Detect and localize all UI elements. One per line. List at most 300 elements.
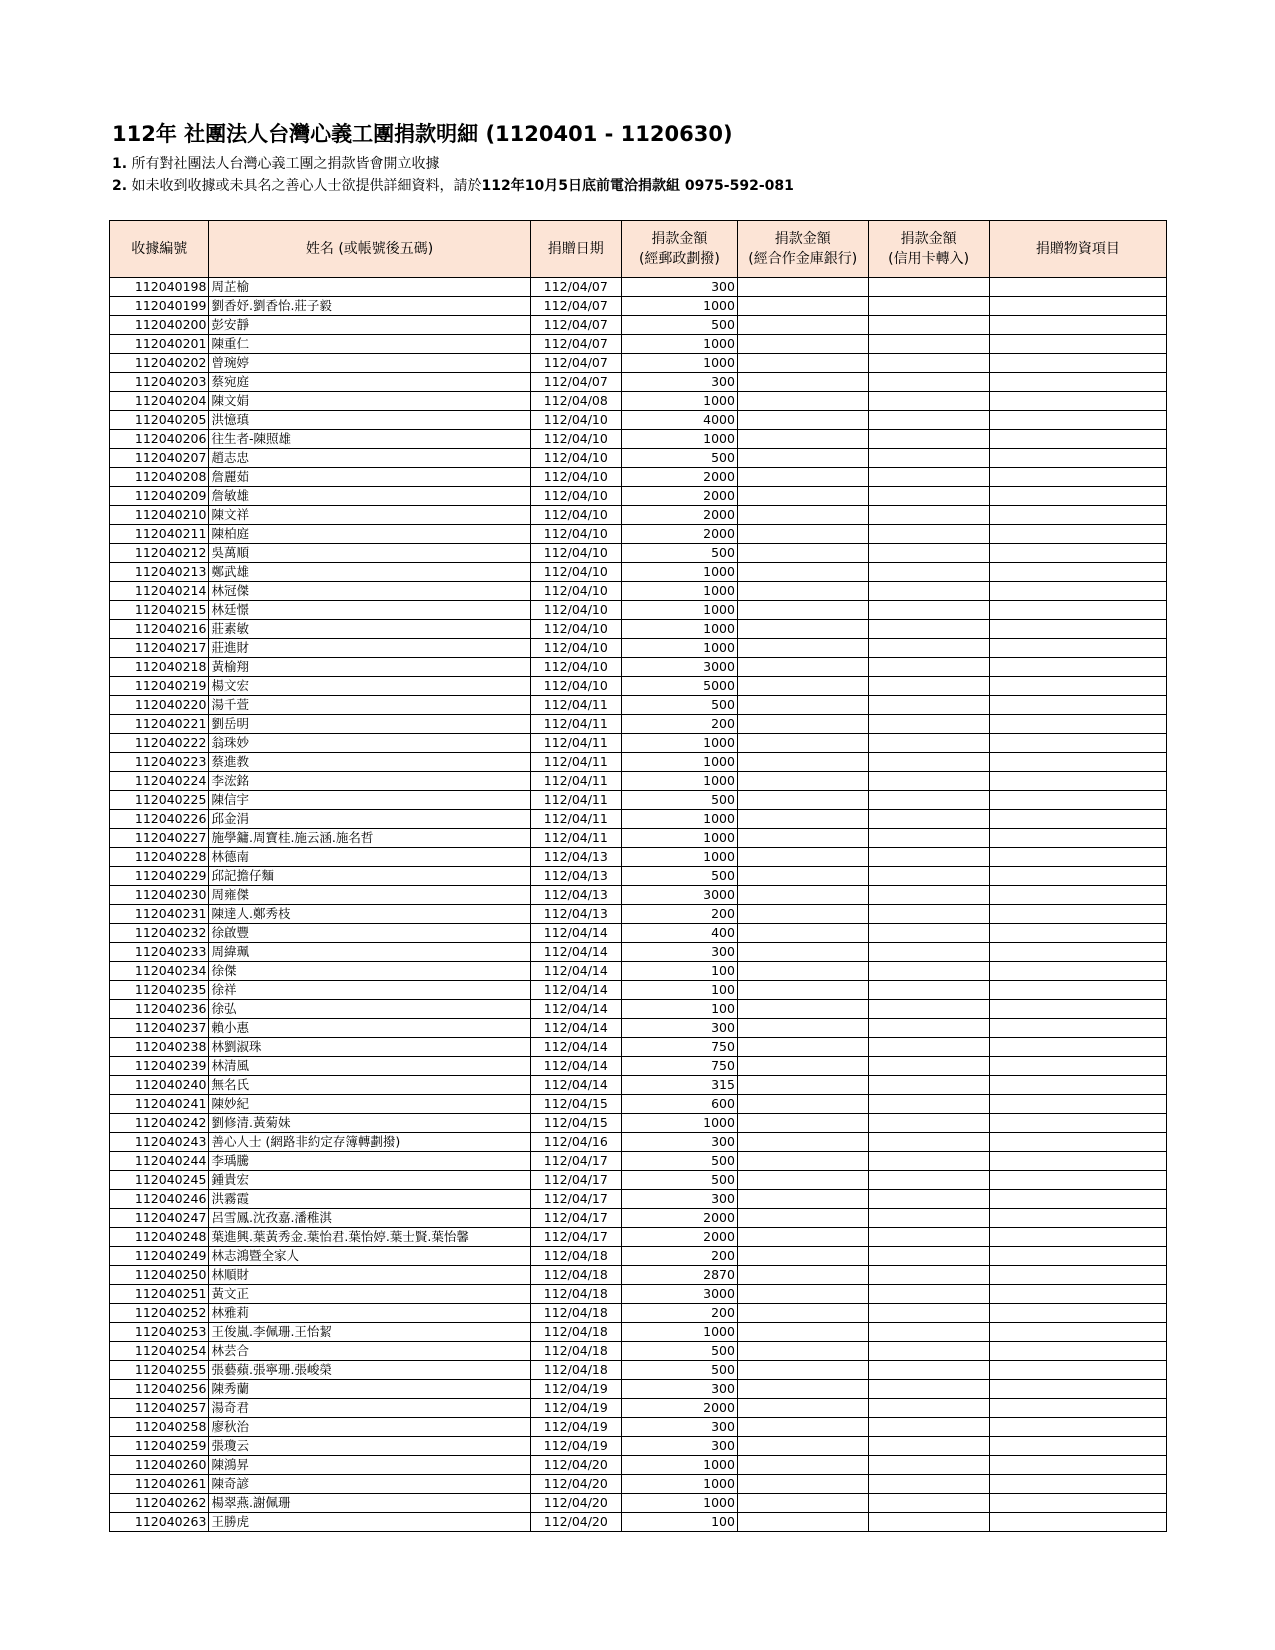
card-amount-cell bbox=[868, 1342, 989, 1361]
bank-amount-cell bbox=[737, 1380, 868, 1399]
card-amount-cell bbox=[868, 943, 989, 962]
goods-cell bbox=[989, 601, 1166, 620]
postal-amount-cell: 200 bbox=[621, 1247, 737, 1266]
card-amount-cell bbox=[868, 373, 989, 392]
donor-name-cell: 林劉淑珠 bbox=[209, 1038, 530, 1057]
goods-cell bbox=[989, 316, 1166, 335]
donation-date-cell: 112/04/20 bbox=[530, 1513, 621, 1532]
donor-name-cell: 周芷榆 bbox=[209, 278, 530, 297]
receipt-no-cell: 112040236 bbox=[110, 1000, 209, 1019]
table-row bbox=[110, 943, 1167, 962]
card-amount-cell bbox=[868, 734, 989, 753]
card-amount-cell bbox=[868, 1494, 989, 1513]
table-row bbox=[110, 734, 1167, 753]
donor-name-cell: 廖秋治 bbox=[209, 1418, 530, 1437]
donor-name-cell: 往生者-陳照雄 bbox=[209, 430, 530, 449]
goods-cell bbox=[989, 544, 1166, 563]
table-row bbox=[110, 639, 1167, 658]
goods-cell bbox=[989, 525, 1166, 544]
bank-amount-cell bbox=[737, 1057, 868, 1076]
card-amount-cell bbox=[868, 506, 989, 525]
goods-cell bbox=[989, 430, 1166, 449]
card-amount-cell bbox=[868, 791, 989, 810]
bank-amount-cell bbox=[737, 1133, 868, 1152]
table-row bbox=[110, 1304, 1167, 1323]
card-amount-cell bbox=[868, 658, 989, 677]
bank-amount-cell bbox=[737, 1399, 868, 1418]
postal-amount-cell: 300 bbox=[621, 943, 737, 962]
bank-amount-cell bbox=[737, 1190, 868, 1209]
receipt-no-cell: 112040252 bbox=[110, 1304, 209, 1323]
card-amount-cell bbox=[868, 1095, 989, 1114]
receipt-no-cell: 112040204 bbox=[110, 392, 209, 411]
donor-name-cell: 蔡宛庭 bbox=[209, 373, 530, 392]
bank-amount-cell bbox=[737, 962, 868, 981]
card-amount-cell bbox=[868, 1190, 989, 1209]
card-amount-cell bbox=[868, 1475, 989, 1494]
goods-cell bbox=[989, 1000, 1166, 1019]
donation-date-cell: 112/04/10 bbox=[530, 639, 621, 658]
donation-date-cell: 112/04/13 bbox=[530, 905, 621, 924]
receipt-no-cell: 112040207 bbox=[110, 449, 209, 468]
goods-cell bbox=[989, 1095, 1166, 1114]
postal-amount-cell: 2000 bbox=[621, 1228, 737, 1247]
card-amount-cell bbox=[868, 772, 989, 791]
goods-cell bbox=[989, 563, 1166, 582]
goods-cell bbox=[989, 1361, 1166, 1380]
postal-amount-cell: 750 bbox=[621, 1057, 737, 1076]
bank-amount-cell bbox=[737, 601, 868, 620]
donor-name-cell: 李瑀騰 bbox=[209, 1152, 530, 1171]
card-amount-cell bbox=[868, 1247, 989, 1266]
goods-cell bbox=[989, 753, 1166, 772]
donation-date-cell: 112/04/11 bbox=[530, 772, 621, 791]
goods-cell bbox=[989, 468, 1166, 487]
card-amount-cell bbox=[868, 1019, 989, 1038]
table-row bbox=[110, 392, 1167, 411]
header-date: 捐贈日期 bbox=[530, 221, 621, 278]
donation-date-cell: 112/04/11 bbox=[530, 734, 621, 753]
card-amount-cell bbox=[868, 1057, 989, 1076]
bank-amount-cell bbox=[737, 1323, 868, 1342]
goods-cell bbox=[989, 981, 1166, 1000]
card-amount-cell bbox=[868, 430, 989, 449]
postal-amount-cell: 1000 bbox=[621, 829, 737, 848]
receipt-no-cell: 112040249 bbox=[110, 1247, 209, 1266]
receipt-no-cell: 112040220 bbox=[110, 696, 209, 715]
donation-date-cell: 112/04/10 bbox=[530, 563, 621, 582]
receipt-no-cell: 112040241 bbox=[110, 1095, 209, 1114]
bank-amount-cell bbox=[737, 582, 868, 601]
bank-amount-cell bbox=[737, 715, 868, 734]
card-amount-cell bbox=[868, 487, 989, 506]
table-row bbox=[110, 658, 1167, 677]
donor-name-cell: 趙志忠 bbox=[209, 449, 530, 468]
donation-date-cell: 112/04/19 bbox=[530, 1399, 621, 1418]
card-amount-cell bbox=[868, 1000, 989, 1019]
donation-date-cell: 112/04/19 bbox=[530, 1437, 621, 1456]
card-amount-cell bbox=[868, 1209, 989, 1228]
card-amount-cell bbox=[868, 1418, 989, 1437]
goods-cell bbox=[989, 1323, 1166, 1342]
postal-amount-cell: 1000 bbox=[621, 620, 737, 639]
bank-amount-cell bbox=[737, 696, 868, 715]
postal-amount-cell: 200 bbox=[621, 1304, 737, 1323]
donation-date-cell: 112/04/10 bbox=[530, 506, 621, 525]
receipt-no-cell: 112040233 bbox=[110, 943, 209, 962]
receipt-no-cell: 112040203 bbox=[110, 373, 209, 392]
card-amount-cell bbox=[868, 848, 989, 867]
postal-amount-cell: 3000 bbox=[621, 1285, 737, 1304]
donation-date-cell: 112/04/07 bbox=[530, 335, 621, 354]
donor-name-cell: 林志鴻暨全家人 bbox=[209, 1247, 530, 1266]
receipt-no-cell: 112040253 bbox=[110, 1323, 209, 1342]
bank-amount-cell bbox=[737, 430, 868, 449]
donation-date-cell: 112/04/14 bbox=[530, 962, 621, 981]
donor-name-cell: 林清風 bbox=[209, 1057, 530, 1076]
table-row bbox=[110, 1399, 1167, 1418]
donation-date-cell: 112/04/10 bbox=[530, 544, 621, 563]
table-row bbox=[110, 772, 1167, 791]
card-amount-cell bbox=[868, 1152, 989, 1171]
donation-date-cell: 112/04/08 bbox=[530, 392, 621, 411]
donor-name-cell: 林雅莉 bbox=[209, 1304, 530, 1323]
receipt-no-cell: 112040228 bbox=[110, 848, 209, 867]
bank-amount-cell bbox=[737, 734, 868, 753]
bank-amount-cell bbox=[737, 316, 868, 335]
receipt-no-cell: 112040234 bbox=[110, 962, 209, 981]
postal-amount-cell: 1000 bbox=[621, 1494, 737, 1513]
donation-date-cell: 112/04/20 bbox=[530, 1456, 621, 1475]
bank-amount-cell bbox=[737, 829, 868, 848]
table-row bbox=[110, 1152, 1167, 1171]
table-row bbox=[110, 1076, 1167, 1095]
bank-amount-cell bbox=[737, 1076, 868, 1095]
postal-amount-cell: 2870 bbox=[621, 1266, 737, 1285]
goods-cell bbox=[989, 867, 1166, 886]
table-row bbox=[110, 1361, 1167, 1380]
bank-amount-cell bbox=[737, 1171, 868, 1190]
donation-date-cell: 112/04/14 bbox=[530, 1076, 621, 1095]
bank-amount-cell bbox=[737, 1266, 868, 1285]
donor-name-cell: 李浤銘 bbox=[209, 772, 530, 791]
goods-cell bbox=[989, 905, 1166, 924]
bank-amount-cell bbox=[737, 639, 868, 658]
table-row bbox=[110, 563, 1167, 582]
donation-date-cell: 112/04/10 bbox=[530, 658, 621, 677]
goods-cell bbox=[989, 715, 1166, 734]
table-row bbox=[110, 1247, 1167, 1266]
goods-cell bbox=[989, 1304, 1166, 1323]
receipt-no-cell: 112040215 bbox=[110, 601, 209, 620]
card-amount-cell bbox=[868, 1437, 989, 1456]
bank-amount-cell bbox=[737, 677, 868, 696]
receipt-no-cell: 112040255 bbox=[110, 1361, 209, 1380]
header-goods: 捐贈物資項目 bbox=[989, 221, 1166, 278]
card-amount-cell bbox=[868, 1304, 989, 1323]
donation-date-cell: 112/04/10 bbox=[530, 677, 621, 696]
bank-amount-cell bbox=[737, 1228, 868, 1247]
postal-amount-cell: 2000 bbox=[621, 1399, 737, 1418]
receipt-no-cell: 112040232 bbox=[110, 924, 209, 943]
bank-amount-cell bbox=[737, 506, 868, 525]
table-row bbox=[110, 620, 1167, 639]
card-amount-cell bbox=[868, 1076, 989, 1095]
receipt-no-cell: 112040243 bbox=[110, 1133, 209, 1152]
receipt-no-cell: 112040245 bbox=[110, 1171, 209, 1190]
donation-date-cell: 112/04/19 bbox=[530, 1380, 621, 1399]
receipt-no-cell: 112040256 bbox=[110, 1380, 209, 1399]
card-amount-cell bbox=[868, 1380, 989, 1399]
donor-name-cell: 陳達人.鄭秀枝 bbox=[209, 905, 530, 924]
donor-name-cell: 湯奇君 bbox=[209, 1399, 530, 1418]
postal-amount-cell: 500 bbox=[621, 1361, 737, 1380]
bank-amount-cell bbox=[737, 1304, 868, 1323]
receipt-no-cell: 112040257 bbox=[110, 1399, 209, 1418]
donation-date-cell: 112/04/14 bbox=[530, 981, 621, 1000]
donation-date-cell: 112/04/14 bbox=[530, 1000, 621, 1019]
card-amount-cell bbox=[868, 278, 989, 297]
receipt-no-cell: 112040221 bbox=[110, 715, 209, 734]
donor-name-cell: 莊素敏 bbox=[209, 620, 530, 639]
donor-name-cell: 賴小惠 bbox=[209, 1019, 530, 1038]
goods-cell bbox=[989, 734, 1166, 753]
donor-name-cell: 劉香妤.劉香怡.莊子毅 bbox=[209, 297, 530, 316]
receipt-no-cell: 112040238 bbox=[110, 1038, 209, 1057]
note-contact: 112年10月5日底前電洽捐款組 0975-592-081 bbox=[481, 178, 794, 194]
card-amount-cell bbox=[868, 1456, 989, 1475]
table-row bbox=[110, 373, 1167, 392]
bank-amount-cell bbox=[737, 1513, 868, 1532]
receipt-no-cell: 112040239 bbox=[110, 1057, 209, 1076]
card-amount-cell bbox=[868, 354, 989, 373]
goods-cell bbox=[989, 449, 1166, 468]
postal-amount-cell: 1000 bbox=[621, 639, 737, 658]
note-text: 如未收到收據或未具名之善心人士欲提供詳細資料，請於 bbox=[131, 178, 482, 194]
table-row bbox=[110, 829, 1167, 848]
table-row bbox=[110, 468, 1167, 487]
table-row bbox=[110, 791, 1167, 810]
receipt-no-cell: 112040242 bbox=[110, 1114, 209, 1133]
donor-name-cell: 施學鏞.周寶桂.施云涵.施名哲 bbox=[209, 829, 530, 848]
postal-amount-cell: 1000 bbox=[621, 810, 737, 829]
postal-amount-cell: 1000 bbox=[621, 297, 737, 316]
goods-cell bbox=[989, 620, 1166, 639]
card-amount-cell bbox=[868, 297, 989, 316]
goods-cell bbox=[989, 1418, 1166, 1437]
table-row bbox=[110, 753, 1167, 772]
card-amount-cell bbox=[868, 449, 989, 468]
header-postal-amount bbox=[621, 221, 737, 278]
goods-cell bbox=[989, 1475, 1166, 1494]
donor-name-cell: 張瓊云 bbox=[209, 1437, 530, 1456]
postal-amount-cell: 3000 bbox=[621, 658, 737, 677]
bank-amount-cell bbox=[737, 297, 868, 316]
donation-date-cell: 112/04/10 bbox=[530, 449, 621, 468]
receipt-no-cell: 112040200 bbox=[110, 316, 209, 335]
postal-amount-cell: 1000 bbox=[621, 1456, 737, 1475]
table-row bbox=[110, 1513, 1167, 1532]
table-row bbox=[110, 1114, 1167, 1133]
table-row bbox=[110, 1494, 1167, 1513]
card-amount-cell bbox=[868, 316, 989, 335]
bank-amount-cell bbox=[737, 1247, 868, 1266]
table-row bbox=[110, 411, 1167, 430]
donation-date-cell: 112/04/14 bbox=[530, 1019, 621, 1038]
receipt-no-cell: 112040254 bbox=[110, 1342, 209, 1361]
card-amount-cell bbox=[868, 563, 989, 582]
postal-amount-cell: 2000 bbox=[621, 1209, 737, 1228]
bank-amount-cell bbox=[737, 1456, 868, 1475]
goods-cell bbox=[989, 810, 1166, 829]
table-row bbox=[110, 1133, 1167, 1152]
header-bank-line2: (經合作金庫銀行) bbox=[748, 251, 858, 267]
table-row bbox=[110, 1266, 1167, 1285]
donation-date-cell: 112/04/15 bbox=[530, 1095, 621, 1114]
goods-cell bbox=[989, 1513, 1166, 1532]
postal-amount-cell: 2000 bbox=[621, 525, 737, 544]
table-row bbox=[110, 544, 1167, 563]
card-amount-cell bbox=[868, 392, 989, 411]
receipt-no-cell: 112040217 bbox=[110, 639, 209, 658]
card-amount-cell bbox=[868, 886, 989, 905]
receipt-no-cell: 112040262 bbox=[110, 1494, 209, 1513]
bank-amount-cell bbox=[737, 563, 868, 582]
postal-amount-cell: 300 bbox=[621, 1418, 737, 1437]
goods-cell bbox=[989, 392, 1166, 411]
goods-cell bbox=[989, 1456, 1166, 1475]
header-bank-line1: 捐款金額 bbox=[774, 231, 831, 247]
bank-amount-cell bbox=[737, 943, 868, 962]
receipt-no-cell: 112040210 bbox=[110, 506, 209, 525]
card-amount-cell bbox=[868, 867, 989, 886]
table-row bbox=[110, 601, 1167, 620]
table-row bbox=[110, 1418, 1167, 1437]
postal-amount-cell: 100 bbox=[621, 1513, 737, 1532]
donation-date-cell: 112/04/18 bbox=[530, 1323, 621, 1342]
card-amount-cell bbox=[868, 905, 989, 924]
card-amount-cell bbox=[868, 1133, 989, 1152]
bank-amount-cell bbox=[737, 487, 868, 506]
donations-table bbox=[109, 220, 1167, 1532]
postal-amount-cell: 300 bbox=[621, 1019, 737, 1038]
table-row bbox=[110, 1038, 1167, 1057]
donation-date-cell: 112/04/10 bbox=[530, 620, 621, 639]
table-row bbox=[110, 506, 1167, 525]
goods-cell bbox=[989, 1247, 1166, 1266]
receipt-no-cell: 112040205 bbox=[110, 411, 209, 430]
goods-cell bbox=[989, 658, 1166, 677]
donor-name-cell: 陳文娟 bbox=[209, 392, 530, 411]
donor-name-cell: 陳重仁 bbox=[209, 335, 530, 354]
card-amount-cell bbox=[868, 1285, 989, 1304]
donor-name-cell: 陳妙紀 bbox=[209, 1095, 530, 1114]
postal-amount-cell: 4000 bbox=[621, 411, 737, 430]
donor-name-cell: 洪憶瑱 bbox=[209, 411, 530, 430]
postal-amount-cell: 1000 bbox=[621, 1114, 737, 1133]
donor-name-cell: 劉岳明 bbox=[209, 715, 530, 734]
card-amount-cell bbox=[868, 1361, 989, 1380]
donation-date-cell: 112/04/14 bbox=[530, 1038, 621, 1057]
table-row bbox=[110, 1380, 1167, 1399]
table-row bbox=[110, 1095, 1167, 1114]
donation-date-cell: 112/04/19 bbox=[530, 1418, 621, 1437]
goods-cell bbox=[989, 354, 1166, 373]
donation-date-cell: 112/04/11 bbox=[530, 810, 621, 829]
postal-amount-cell: 2000 bbox=[621, 487, 737, 506]
donation-date-cell: 112/04/18 bbox=[530, 1342, 621, 1361]
donation-date-cell: 112/04/07 bbox=[530, 316, 621, 335]
card-amount-cell bbox=[868, 525, 989, 544]
card-amount-cell bbox=[868, 696, 989, 715]
card-amount-cell bbox=[868, 601, 989, 620]
table-row bbox=[110, 278, 1167, 297]
receipt-no-cell: 112040212 bbox=[110, 544, 209, 563]
donor-name-cell: 周雍傑 bbox=[209, 886, 530, 905]
donor-name-cell: 周緯珮 bbox=[209, 943, 530, 962]
table-row bbox=[110, 715, 1167, 734]
goods-cell bbox=[989, 772, 1166, 791]
donation-date-cell: 112/04/13 bbox=[530, 867, 621, 886]
receipt-no-cell: 112040247 bbox=[110, 1209, 209, 1228]
postal-amount-cell: 750 bbox=[621, 1038, 737, 1057]
postal-amount-cell: 100 bbox=[621, 981, 737, 1000]
postal-amount-cell: 1000 bbox=[621, 601, 737, 620]
donation-date-cell: 112/04/11 bbox=[530, 753, 621, 772]
bank-amount-cell bbox=[737, 1209, 868, 1228]
donor-name-cell: 彭安靜 bbox=[209, 316, 530, 335]
goods-cell bbox=[989, 1342, 1166, 1361]
postal-amount-cell: 300 bbox=[621, 1133, 737, 1152]
donor-name-cell: 呂雪鳳.沈孜嘉.潘稚淇 bbox=[209, 1209, 530, 1228]
goods-cell bbox=[989, 677, 1166, 696]
table-row bbox=[110, 1000, 1167, 1019]
donation-date-cell: 112/04/07 bbox=[530, 354, 621, 373]
receipt-no-cell: 112040263 bbox=[110, 1513, 209, 1532]
card-amount-cell bbox=[868, 1114, 989, 1133]
bank-amount-cell bbox=[737, 525, 868, 544]
donor-name-cell: 湯千萱 bbox=[209, 696, 530, 715]
header-bank-amount bbox=[737, 221, 868, 278]
table-row bbox=[110, 905, 1167, 924]
goods-cell bbox=[989, 1266, 1166, 1285]
table-row bbox=[110, 867, 1167, 886]
goods-cell bbox=[989, 1152, 1166, 1171]
postal-amount-cell: 500 bbox=[621, 1342, 737, 1361]
receipt-no-cell: 112040223 bbox=[110, 753, 209, 772]
postal-amount-cell: 1000 bbox=[621, 1475, 737, 1494]
table-row bbox=[110, 1323, 1167, 1342]
donor-name-cell: 王勝虎 bbox=[209, 1513, 530, 1532]
table-row bbox=[110, 354, 1167, 373]
header-card-amount bbox=[868, 221, 989, 278]
goods-cell bbox=[989, 335, 1166, 354]
donor-name-cell: 徐傑 bbox=[209, 962, 530, 981]
bank-amount-cell bbox=[737, 658, 868, 677]
receipt-no-cell: 112040250 bbox=[110, 1266, 209, 1285]
receipt-no-cell: 112040261 bbox=[110, 1475, 209, 1494]
goods-cell bbox=[989, 1399, 1166, 1418]
donor-name-cell: 鍾貴宏 bbox=[209, 1171, 530, 1190]
donation-date-cell: 112/04/18 bbox=[530, 1361, 621, 1380]
donor-name-cell: 洪霧霞 bbox=[209, 1190, 530, 1209]
postal-amount-cell: 1000 bbox=[621, 1323, 737, 1342]
bank-amount-cell bbox=[737, 981, 868, 1000]
note-1 bbox=[112, 153, 794, 175]
goods-cell bbox=[989, 962, 1166, 981]
donor-name-cell: 陳秀蘭 bbox=[209, 1380, 530, 1399]
donor-name-cell: 善心人士 (網路非約定存簿轉劃撥) bbox=[209, 1133, 530, 1152]
